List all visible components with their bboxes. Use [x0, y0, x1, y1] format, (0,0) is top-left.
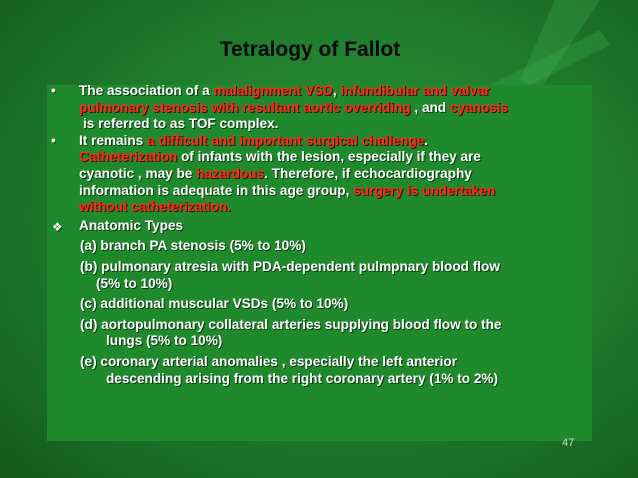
bullet-association: • The association of a malalignment VSD, infundibular and valvar pulmonary stenosis with resultant aortic overriding , and cyanosis is referred to as TOF complex.: [51, 83, 509, 132]
diamond-bullet-icon: ❖: [52, 219, 63, 234]
highlight-surgical-challenge: a difficult and important surgical challenge: [147, 132, 425, 148]
type-a: (a) branch PA stenosis (5% to 10%): [80, 238, 306, 254]
highlight-cyanosis: cyanosis: [449, 99, 509, 115]
anatomic-types-section: [52, 217, 598, 387]
page-number: 47: [562, 437, 575, 449]
highlight-without-catheterization: without catheterization.: [79, 199, 231, 215]
anatomic-types-heading: Anatomic Types: [79, 217, 183, 233]
type-b-cont: (5% to 10%): [96, 275, 173, 291]
highlight-catheterization: Catheterization: [79, 149, 178, 165]
highlight-infundibular-valvar: infundibular and valvar: [340, 83, 490, 98]
type-d: (d) aortopulmonary collateral arteries supplying blood flow to the: [80, 316, 502, 332]
highlight-pulmonary-stenosis: pulmonary stenosis with resultant aortic overriding: [79, 99, 411, 115]
highlight-hazardous: hazardous: [196, 165, 265, 181]
highlight-surgery-undertaken: surgery is undertaken: [353, 182, 496, 198]
type-d-cont: lungs (5% to 10%): [106, 333, 223, 349]
type-c: (c) additional muscular VSDs (5% to 10%): [80, 296, 349, 312]
type-b: (b) pulmonary atresia with PDA-dependent pulmpnary blood flow: [80, 258, 500, 274]
bullet-surgical-challenge: • It remains a difficult and important surgical challenge. Catheterization of infants with the lesion, especially if they are cyanotic , may be hazardous. Therefore, if echocardiography information is adequate in this age group, surgery is undertaken without catheterization.: [58, 133, 598, 216]
highlight-malalignment-vsd: malalignment VSD: [213, 83, 333, 98]
type-e: (e) coronary arterial anomalies , especially the left anterior: [80, 353, 457, 369]
bullet-dot: •: [51, 83, 56, 98]
slide-content: [51, 83, 598, 387]
bullet-dot: •: [51, 132, 56, 148]
slide-title: Tetralogy of Fallot: [219, 38, 401, 61]
type-e-cont: descending arising from the right coronary artery (1% to 2%): [106, 370, 499, 386]
